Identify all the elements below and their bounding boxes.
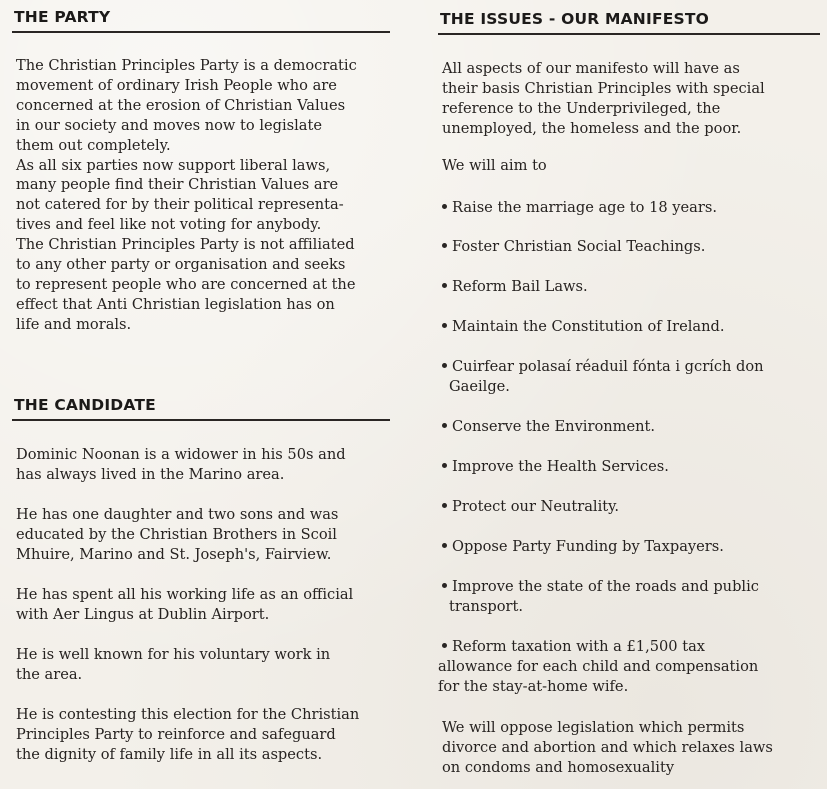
text-line: All aspects of our manifesto will have as: [442, 60, 740, 77]
bullet-dot-icon: [442, 543, 447, 548]
candidate-paragraph-3: [12, 585, 396, 625]
candidate-paragraph-1: [12, 445, 396, 485]
text-line: Principles Party to reinforce and safeguard: [16, 725, 336, 743]
bullet-dot-icon: [442, 423, 447, 428]
text-line: reference to the Underprivileged, the: [442, 99, 721, 117]
text-line: As all six parties now support liberal laws,: [16, 156, 331, 174]
text-line: unemployed, the homeless and the poor.: [442, 119, 742, 137]
text-line: The Christian Principles Party is not affiliated: [16, 236, 355, 254]
text-line: educated by the Christian Brothers in Scoil: [16, 525, 337, 543]
manifesto-item: Maintain the Constitution of Ireland.: [438, 317, 823, 337]
aim-text: We will aim to: [442, 157, 547, 174]
bullet-dot-icon: [442, 363, 447, 368]
text-line: in our society and moves now to legislate: [16, 116, 322, 134]
text-line: movement of ordinary Irish People who are: [16, 76, 337, 94]
text-line: the area.: [16, 665, 83, 683]
text-line: We will oppose legislation which permits: [442, 719, 745, 736]
text-line: concerned at the erosion of Christian Values: [16, 96, 346, 114]
text-line: their basis Christian Principles with special: [442, 79, 765, 97]
bullet-dot-icon: [442, 323, 447, 328]
text-line: The Christian Principles Party is a democratic: [16, 57, 357, 74]
bullet-dot-icon: [442, 583, 447, 588]
text-line: He is contesting this election for the Christian: [16, 706, 360, 723]
manifesto-item: Raise the marriage age to 18 years.: [438, 198, 823, 218]
text-line: He is well known for his voluntary work in: [16, 646, 331, 663]
text-line: to represent people who are concerned at the: [16, 275, 356, 293]
bullet-dot-icon: [442, 643, 447, 648]
manifesto-item: Conserve the Environment.: [438, 417, 823, 437]
text-line: tives and feel like not voting for anybody.: [16, 216, 322, 234]
party-heading: THE PARTY: [12, 8, 390, 33]
manifesto-item: Reform taxation with a £1,500 tax allowance for each child and compensation for the stay-at-home wife.: [438, 638, 759, 695]
text-line: divorce and abortion and which relaxes laws: [442, 738, 773, 756]
text-line: with Aer Lingus at Dublin Airport.: [16, 605, 270, 623]
manifesto-item: Oppose Party Funding by Taxpayers.: [438, 537, 823, 557]
candidate-paragraph-2: [12, 505, 396, 565]
text-line: to any other party or organisation and seeks: [16, 256, 346, 274]
bullet-dot-icon: [442, 204, 447, 209]
manifesto-item: Improve the Health Services.: [438, 457, 823, 477]
closing-paragraph: [438, 718, 827, 778]
text-line: life and morals.: [16, 315, 132, 333]
text-line: Mhuire, Marino and St. Joseph's, Fairview.: [16, 545, 332, 563]
text-line: He has spent all his working life as an official: [16, 586, 354, 603]
bullet-dot-icon: [442, 503, 447, 508]
manifesto-item: Reform Bail Laws.: [438, 277, 823, 297]
text-line: Dominic Noonan is a widower in his 50s and: [16, 446, 346, 463]
manifesto-intro: [438, 59, 827, 139]
text-line: them out completely.: [16, 136, 171, 154]
text-line: on condoms and homosexuality: [442, 758, 675, 776]
candidate-paragraph-4: [12, 645, 396, 685]
manifesto-item: Improve the state of the roads and public transport.: [438, 577, 823, 617]
text-line: not catered for by their political representa-: [16, 196, 344, 214]
manifesto-item: Protect our Neutrality.: [438, 497, 823, 517]
party-paragraph: [12, 56, 396, 335]
candidate-paragraph-5: [12, 705, 396, 765]
text-line: the dignity of family life in all its aspects.: [16, 745, 323, 763]
text-line: effect that Anti Christian legislation has on: [16, 295, 335, 313]
text-line: many people find their Christian Values are: [16, 176, 339, 194]
manifesto-item: Cuirfear polasaí réaduil fónta i gcrích don Gaeilge.: [438, 357, 823, 397]
bullet-dot-icon: [442, 463, 447, 468]
text-line: has always lived in the Marino area.: [16, 465, 285, 483]
manifesto-item: Foster Christian Social Teachings.: [438, 237, 823, 257]
candidate-heading: THE CANDIDATE: [12, 396, 390, 421]
manifesto-heading: THE ISSUES - OUR MANIFESTO: [438, 10, 820, 35]
bullet-dot-icon: [442, 283, 447, 288]
text-line: He has one daughter and two sons and was: [16, 506, 339, 523]
bullet-dot-icon: [442, 243, 447, 248]
